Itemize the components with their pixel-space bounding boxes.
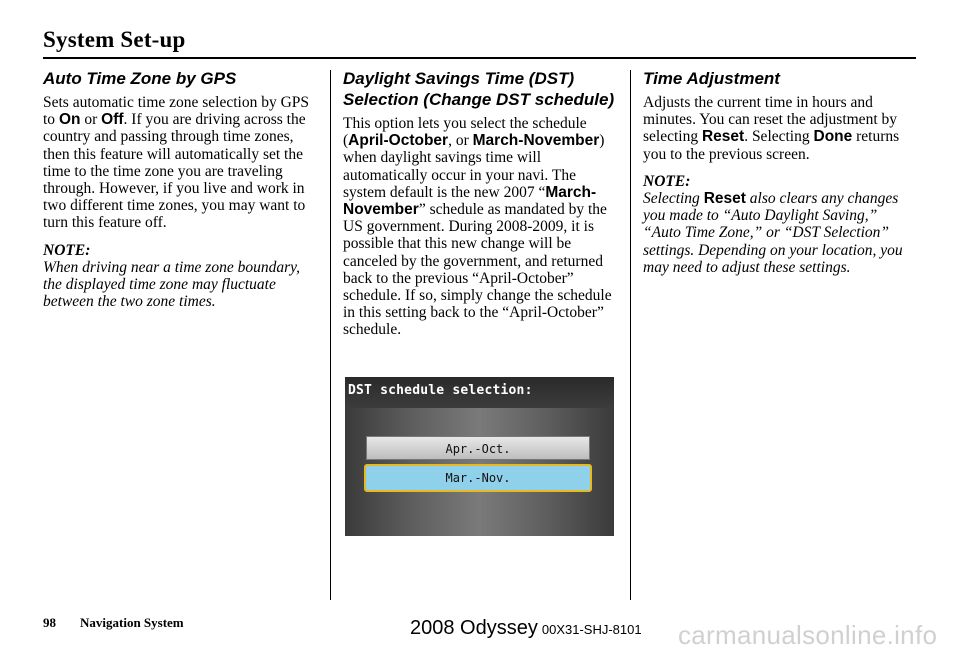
section-heading: Auto Time Zone by GPS: [43, 69, 237, 88]
note-text: [643, 190, 915, 276]
paragraph: [43, 94, 311, 232]
page-number: 98: [43, 615, 56, 630]
note-text: When driving near a time zone boundary, the displayed time zone may fluctuate between the two zone times.: [43, 258, 301, 311]
option-apr-oct-button[interactable]: Apr.-Oct.: [366, 436, 590, 460]
model-name: 2008 Odyssey: [410, 617, 538, 639]
keyword-april-october: April-October: [348, 132, 449, 150]
text: Adjusts the current time in hours and minutes. You can reset the adjustment by selecting: [643, 94, 897, 146]
keyword-default: March-November: [343, 183, 597, 219]
note-label: NOTE:: [643, 172, 691, 190]
keyword-reset: Reset: [703, 190, 746, 208]
section-heading: Time Adjustment: [643, 69, 780, 88]
column-time-adjustment: [643, 68, 915, 276]
section-label: Navigation System: [80, 615, 184, 630]
text: ” schedule as mandated by the US government. During 2008-2009, it is possible that this new change will be canceled by the government, and returned back to the previous “April-October” schedule. If so, simply change the schedule in this setting back to the “April-October” schedule.: [343, 201, 612, 339]
option-mar-nov-button[interactable]: Mar.-Nov.: [364, 464, 592, 492]
column-dst-selection: [343, 68, 615, 339]
screen-header: [345, 377, 614, 408]
text: This option lets you select the schedule (: [343, 115, 587, 150]
text: also clears any changes you made to “Auto Daylight Saving,” “Auto Time Zone,” or “DST Selection” settings. Depending on your location, you may need to adjust these settings.: [643, 190, 903, 276]
text: Selecting: [643, 190, 704, 208]
text: returns you to the previous screen.: [643, 128, 900, 163]
text: ) when daylight savings time will automatically occur in your navi. The system default is the new 2007 “: [343, 132, 605, 201]
paragraph: [643, 94, 915, 163]
keyword-done: Done: [813, 128, 853, 146]
page-title: System Set-up: [43, 27, 186, 52]
screen-title: DST schedule selection:: [348, 383, 533, 398]
note-label: NOTE:: [43, 241, 91, 259]
text: . Selecting: [744, 128, 814, 146]
text: or: [80, 111, 102, 129]
column-divider: [630, 70, 631, 600]
watermark: carmanualsonline.info: [678, 620, 938, 650]
column-divider: [330, 70, 331, 600]
keyword-march-november: March-November: [472, 132, 600, 150]
paragraph: [343, 115, 615, 339]
model-label: [410, 617, 642, 640]
section-heading: Daylight Savings Time (DST) Selection (Change DST schedule): [343, 69, 615, 109]
text: . If you are driving across the country and passing through time zones, then this feature will automatically set the time to the time zone you are traveling through. However, if you live and work in two different time zones, you may want to turn this feature off.: [43, 111, 306, 232]
keyword-off: Off: [101, 111, 124, 129]
keyword-reset: Reset: [701, 128, 745, 146]
dst-selection-screen: [345, 377, 614, 536]
keyword-on: On: [58, 111, 81, 129]
text: , or: [448, 132, 473, 150]
column-auto-time-zone: [43, 68, 311, 310]
model-code: 00X31-SHJ-8101: [541, 622, 642, 637]
title-rule: [43, 57, 916, 59]
text: Sets automatic time zone selection by GPS to: [43, 94, 310, 129]
